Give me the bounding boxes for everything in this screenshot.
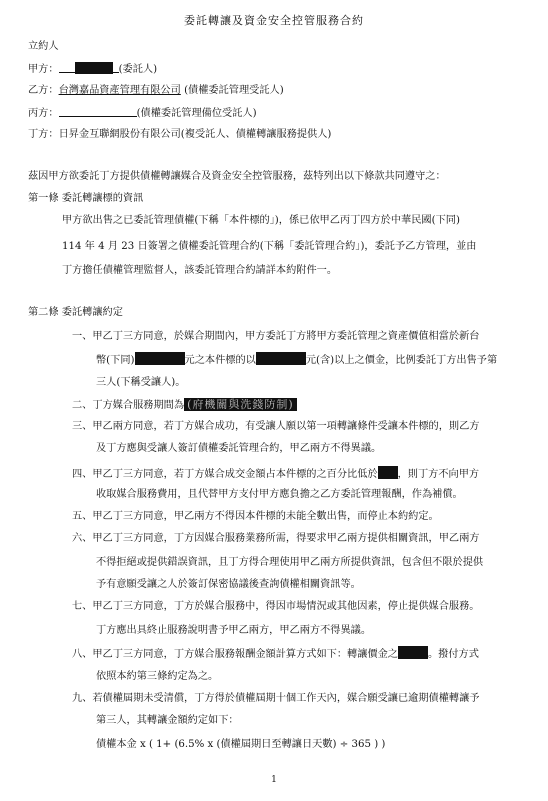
document-title: 委託轉讓及資金安全控管服務合約	[184, 14, 364, 27]
page-number: 1	[271, 775, 277, 785]
party-b-line	[28, 84, 284, 97]
clause-6-line: 不得拒絕或提供錯誤資訊，且丁方得合理使用甲乙兩方所提供資訊，包含但不限於提供	[96, 557, 484, 568]
masked-period: (府機關與洗錢防制)	[184, 398, 297, 411]
clause-1-text: 元之本件標的以	[184, 355, 256, 366]
clause-1-line	[96, 352, 497, 367]
clause-1-line: 三人(下稱受讓人)。	[96, 377, 186, 388]
clause-1-text: 元(含)以上之價金，比例委託丁方出售予第	[305, 355, 498, 366]
clause-4-line: 收取媒合服務費用，且代替甲方支付甲方應負擔之乙方委託管理報酬，作為補償。	[96, 489, 463, 500]
clause-7-line: 七、甲乙丁三方同意，丁方於媒合服務中，得因市場情況或其他因素，停止提供媒合服務。	[72, 601, 480, 612]
party-d-label: 丁方：	[28, 129, 59, 140]
clause-2-line	[72, 398, 297, 412]
clause-7-line: 丁方應出具終止服務說明書予甲乙兩方，甲乙兩方不得異議。	[96, 625, 372, 636]
clause-4-text: ，則丁方不向甲方	[397, 469, 480, 480]
clause-9-line: 九、若債權屆期未受清償，丁方得於債權屆期十個工作天內，媒合願受讓已逾期債權轉讓予	[72, 693, 480, 704]
preamble: 茲因甲方欲委託丁方提供債權轉讓媒合及資金安全控管服務，茲特列出以下條款共同遵守之：	[28, 171, 446, 182]
clause-8-line	[72, 646, 479, 661]
clause-5-line: 五、甲乙丁三方同意，甲乙兩方不得因本件標的未能全數出售，而停止本約約定。	[72, 511, 439, 522]
amount-redaction	[135, 352, 185, 365]
article-2-heading: 第二條 委託轉讓約定	[28, 307, 123, 318]
fee-redaction	[398, 646, 428, 659]
clause-8-line: 依照本約第三條約定為之。	[96, 671, 219, 682]
party-c-role: (債權委託管理備位受託人)	[136, 108, 257, 119]
clause-8-text: 。撥付方式	[428, 649, 479, 660]
clause-4-line	[72, 466, 479, 481]
clause-4-text: 四、甲乙丁三方同意，若丁方媒合成交金額占本件標的之百分比低於	[72, 469, 378, 480]
transfer-formula: 債權本金 x ( 1+ (6.5% x (債權屆期日至轉讓日天數) ÷ 365 ) )	[96, 739, 386, 750]
party-a-label: 甲方：	[28, 64, 59, 75]
clause-3-line: 三、甲乙兩方同意，若丁方媒合成功，有受讓人願以第一項轉讓條件受讓本件標的，則乙方	[72, 421, 480, 432]
clause-3-line: 及丁方應與受讓人簽訂債權委託管理合約，甲乙兩方不得異議。	[96, 443, 382, 454]
clause-6-line: 六、甲乙丁三方同意，丁方因媒合服務業務所需，得要求甲乙兩方提供相關資訊，甲乙兩方	[72, 533, 480, 544]
party-a-line	[28, 62, 157, 76]
article-1-line: 甲方欲出售之已委託管理債權(下稱「本件標的」)，係已依甲乙丙丁四方於中華民國(下同)	[62, 215, 460, 226]
clause-1-text: 幣(下同)	[96, 355, 135, 366]
parties-heading: 立約人	[28, 41, 59, 52]
percentage-redaction	[378, 466, 398, 479]
party-b-label: 乙方：	[28, 85, 59, 96]
party-c-blank	[59, 106, 137, 117]
party-a-role: (委託人)	[118, 64, 158, 75]
clause-1-line: 一、甲乙丁三方同意，於媒合期間內，甲方委託丁方將甲方委託管理之資產價值相當於新台	[72, 331, 480, 342]
article-1-heading: 第一條 委託轉讓標的資訊	[28, 193, 144, 204]
article-1-line: 114 年 4 月 23 日簽署之債權委託管理合約(下稱「委託管理合約」)，委託予乙方管理，並由	[62, 241, 477, 252]
clause-9-line: 第三人，其轉讓金額約定如下：	[96, 715, 239, 726]
party-c-label: 丙方：	[28, 108, 59, 119]
party-d-line	[28, 128, 331, 141]
party-d-text: 日昇金互聯網股份有限公司(複受託人、債權轉讓服務提供人)	[58, 129, 332, 140]
party-a-blank	[59, 62, 75, 73]
article-1-line: 丁方擔任債權管理監督人，該委託管理合約請詳本約附件一。	[62, 265, 338, 276]
clause-6-line: 予有意願受讓之人於簽訂保密協議後查詢債權相關資訊等。	[96, 579, 361, 590]
clause-8-text: 八、甲乙丁三方同意，丁方媒合服務報酬金額計算方式如下：轉讓價金之	[72, 649, 398, 660]
party-c-line	[28, 106, 257, 120]
party-b-role: (債權委託管理受託人)	[184, 85, 284, 96]
party-b-name: 台灣嘉品資產管理有限公司	[58, 85, 181, 96]
party-a-redaction	[75, 62, 113, 74]
clause-2-text: 二、丁方媒合服務期間為	[72, 400, 185, 411]
price-redaction	[256, 352, 306, 365]
